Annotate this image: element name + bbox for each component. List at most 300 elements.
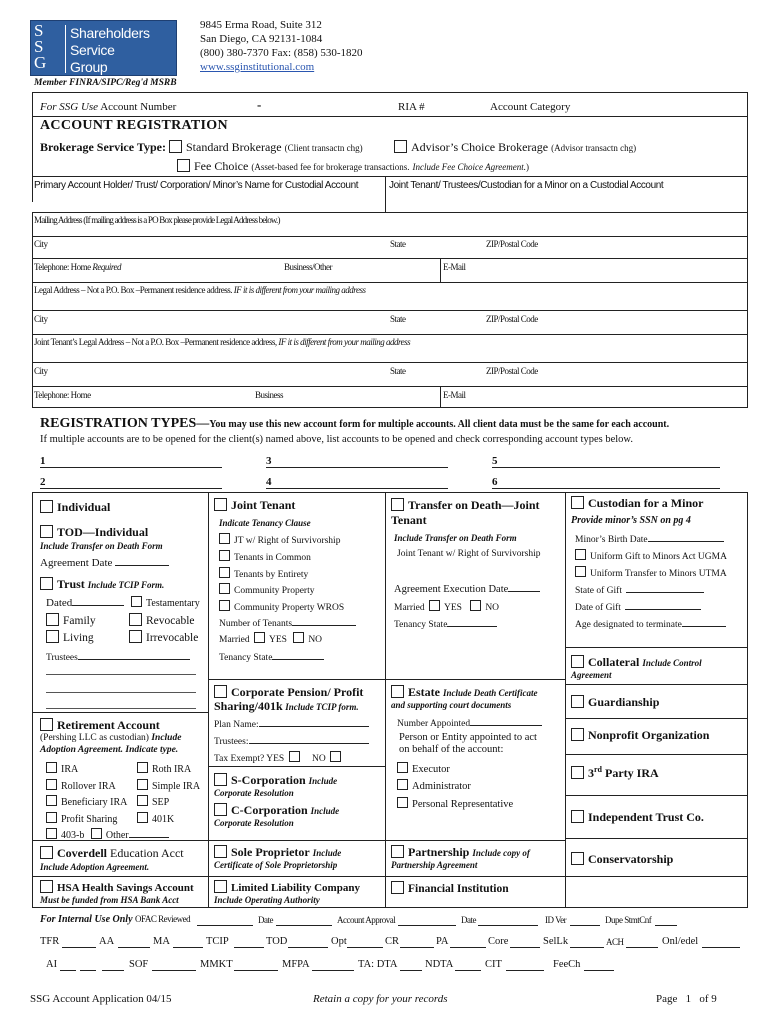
sole-proprietor-label: Sole Proprietor bbox=[231, 845, 310, 859]
conservatorship-checkbox[interactable] bbox=[571, 852, 584, 865]
independent-trust-checkbox[interactable] bbox=[571, 810, 584, 823]
401k-option bbox=[137, 812, 174, 825]
plan-name-field[interactable] bbox=[259, 717, 369, 727]
nonprofit-label: Nonprofit Organization bbox=[588, 728, 710, 742]
tod-joint-label-2: Tenant bbox=[391, 513, 427, 527]
code-label: MMKT bbox=[200, 959, 233, 970]
trustees-line[interactable] bbox=[46, 708, 196, 709]
page-number: Page 1 of 9 bbox=[656, 993, 717, 1005]
collateral-note: Agreement bbox=[571, 670, 612, 680]
sole-proprietor-note: Certificate of Sole Proprietorship bbox=[214, 860, 338, 870]
code-label: TCIP bbox=[206, 936, 229, 947]
number-appointed-field[interactable] bbox=[470, 716, 542, 726]
roth-ira-label: Roth IRA bbox=[152, 764, 192, 775]
independent-trust-label: Independent Trust Co. bbox=[588, 810, 704, 824]
code-field[interactable] bbox=[173, 947, 203, 948]
code-field[interactable] bbox=[450, 947, 486, 948]
rollover-ira-option bbox=[46, 779, 116, 792]
rollover-ira-label: Rollover IRA bbox=[61, 781, 116, 792]
telephone-home-row bbox=[34, 262, 121, 272]
simple-ira-label: Simple IRA bbox=[152, 781, 201, 792]
financial-institution-label: Financial Institution bbox=[408, 883, 509, 895]
divider bbox=[565, 838, 747, 839]
address-line: San Diego, CA 92131-1084 bbox=[200, 33, 323, 45]
city-label: City bbox=[34, 239, 48, 249]
logo-name bbox=[70, 25, 150, 76]
code-label: SOF bbox=[129, 959, 149, 970]
irrevocable-label: Irrevocable bbox=[146, 632, 199, 644]
trustees-label: Trustees bbox=[46, 653, 78, 663]
joint-legal-address-row bbox=[34, 337, 410, 347]
living-option bbox=[46, 630, 94, 644]
agreement-date-label: Agreement Date bbox=[40, 557, 113, 569]
code-label: Opt bbox=[331, 936, 347, 947]
divider bbox=[208, 492, 209, 907]
tenants-common-option bbox=[219, 550, 311, 563]
registration-types-header bbox=[40, 415, 669, 432]
community-wros-checkbox[interactable] bbox=[219, 600, 230, 611]
code-field[interactable] bbox=[288, 947, 328, 948]
code-field[interactable] bbox=[400, 970, 422, 971]
joint-tenant-checkbox[interactable] bbox=[214, 498, 227, 511]
divider bbox=[747, 92, 748, 407]
advisor-choice-row bbox=[394, 140, 636, 155]
logo-word: Shareholders bbox=[70, 25, 150, 41]
code-field[interactable] bbox=[702, 947, 740, 948]
ira-label: IRA bbox=[61, 764, 79, 775]
hsa-label: HSA Health Savings Account bbox=[57, 882, 194, 894]
sole-proprietor-include: Include bbox=[312, 848, 342, 858]
divider bbox=[32, 407, 748, 408]
divider bbox=[208, 766, 385, 767]
divider bbox=[385, 176, 386, 212]
retirement-note-include: Include bbox=[151, 733, 182, 743]
code-field[interactable] bbox=[234, 970, 278, 971]
personal-rep-option bbox=[397, 797, 513, 810]
tenants-common-checkbox[interactable] bbox=[219, 550, 230, 561]
s-corp-include: Include bbox=[308, 776, 338, 786]
internal-use-title: For Internal Use Only bbox=[40, 914, 133, 925]
married-label: Married bbox=[219, 635, 250, 645]
divider bbox=[32, 492, 748, 493]
tenants-entirety-checkbox[interactable] bbox=[219, 567, 230, 578]
state-label: State bbox=[390, 239, 406, 249]
independent-trust-option bbox=[571, 810, 704, 825]
testamentary-checkbox[interactable] bbox=[131, 596, 142, 607]
sole-proprietor-checkbox[interactable] bbox=[214, 845, 227, 858]
code-label: AA bbox=[99, 936, 115, 947]
utma-label: Uniform Transfer to Minors UTMA bbox=[590, 569, 727, 579]
partnership-checkbox[interactable] bbox=[391, 845, 404, 858]
standard-brokerage-checkbox[interactable] bbox=[169, 140, 182, 153]
corp-pension-row-2 bbox=[214, 699, 359, 714]
s-corp-label: S-Corporation bbox=[231, 773, 306, 787]
roth-ira-option bbox=[137, 762, 191, 775]
trustees-field[interactable] bbox=[249, 734, 369, 744]
title-dash: — bbox=[196, 415, 210, 430]
family-label: Family bbox=[63, 615, 96, 627]
code-field[interactable] bbox=[506, 970, 544, 971]
retirement-checkbox[interactable] bbox=[40, 718, 53, 731]
partnership-include: Include copy of bbox=[472, 848, 530, 858]
married-yes-checkbox[interactable] bbox=[254, 632, 265, 643]
c-corp-include: Include bbox=[310, 806, 340, 816]
yes-label: YES bbox=[268, 635, 287, 645]
advisor-choice-label: Advisor’s Choice Brokerage bbox=[411, 140, 549, 154]
third-party-ira-checkbox[interactable] bbox=[571, 766, 584, 779]
utma-checkbox[interactable] bbox=[575, 566, 586, 577]
telephone-home-label: Telephone: Home bbox=[34, 262, 91, 272]
living-checkbox[interactable] bbox=[46, 630, 59, 643]
coverdell-option bbox=[40, 846, 184, 861]
code-label: Core bbox=[488, 936, 509, 947]
city-label: City bbox=[34, 366, 48, 376]
trustees-line[interactable] bbox=[46, 692, 196, 693]
code-field[interactable] bbox=[80, 970, 96, 971]
fee-choice-label: Fee Choice bbox=[194, 159, 249, 173]
trustees-row bbox=[214, 734, 369, 747]
zip-label: ZIP/Postal Code bbox=[486, 366, 538, 376]
estate-note: and supporting court documents bbox=[391, 700, 512, 710]
estate-option bbox=[391, 685, 538, 700]
revocable-label: Revocable bbox=[146, 615, 195, 627]
plan-name-label: Plan Name: bbox=[214, 720, 259, 730]
c-corp-checkbox[interactable] bbox=[214, 803, 227, 816]
retirement-note-adoption: Adoption Agreement. Indicate type. bbox=[40, 745, 179, 755]
number-tenants-row bbox=[219, 616, 356, 629]
retirement-note bbox=[40, 733, 181, 743]
individual-checkbox[interactable] bbox=[40, 500, 53, 513]
trust-label: Trust bbox=[57, 577, 85, 591]
tenancy-state-field[interactable] bbox=[272, 650, 324, 660]
no-label: NO bbox=[311, 754, 326, 764]
for-ssg-use bbox=[40, 101, 176, 113]
code-field[interactable] bbox=[584, 970, 614, 971]
llc-checkbox[interactable] bbox=[214, 880, 227, 893]
legal-address-row bbox=[34, 285, 365, 295]
date-field-2[interactable] bbox=[478, 925, 538, 926]
administrator-checkbox[interactable] bbox=[397, 779, 408, 790]
trust-option bbox=[40, 577, 164, 592]
irrevocable-checkbox[interactable] bbox=[129, 630, 142, 643]
beneficiary-ira-label: Beneficiary IRA bbox=[61, 797, 128, 808]
divider bbox=[32, 310, 748, 311]
divider bbox=[385, 492, 386, 907]
c-corp-option bbox=[214, 803, 339, 818]
date-gift-row bbox=[575, 600, 701, 613]
divider bbox=[32, 116, 748, 117]
s-corp-option bbox=[214, 773, 337, 788]
code-field[interactable] bbox=[118, 947, 150, 948]
divider bbox=[32, 212, 33, 407]
date-gift-field[interactable] bbox=[625, 600, 701, 610]
account-number-dash: - bbox=[257, 97, 262, 112]
ugma-checkbox[interactable] bbox=[575, 549, 586, 560]
mailing-address-label: Mailing Address (If mailing address is a PO Box please provide Legal Address below.) bbox=[34, 215, 280, 225]
collateral-checkbox[interactable] bbox=[571, 655, 584, 668]
number-tenants-field[interactable] bbox=[292, 616, 356, 626]
divider bbox=[747, 492, 748, 907]
age-terminate-field[interactable] bbox=[682, 617, 726, 627]
corp-pension-label-2: Sharing/401k bbox=[214, 699, 283, 713]
account-line-4[interactable] bbox=[266, 488, 448, 489]
code-field[interactable] bbox=[312, 970, 354, 971]
coverdell-label: Coverdell bbox=[57, 846, 107, 860]
fee-choice-note-end: ) bbox=[525, 162, 529, 172]
dated-label: Dated bbox=[46, 597, 73, 609]
agreement-date-row bbox=[40, 556, 169, 569]
retirement-option bbox=[40, 718, 160, 733]
account-approval-field[interactable] bbox=[398, 925, 456, 926]
agreement-execution-field[interactable] bbox=[508, 582, 540, 592]
ira-checkbox[interactable] bbox=[46, 762, 57, 773]
sep-checkbox[interactable] bbox=[137, 795, 148, 806]
tenants-common-label: Tenants in Common bbox=[234, 553, 311, 563]
code-field[interactable] bbox=[62, 947, 96, 948]
business-other-label: Business/Other bbox=[284, 262, 332, 272]
guardianship-checkbox[interactable] bbox=[571, 695, 584, 708]
code-field[interactable] bbox=[152, 970, 196, 971]
account-line-number: 3 bbox=[266, 455, 272, 467]
custodian-note: Provide minor’s SSN on pg 4 bbox=[571, 515, 691, 526]
account-line-1[interactable] bbox=[40, 467, 222, 468]
code-field[interactable] bbox=[347, 947, 383, 948]
plan-name-row bbox=[214, 717, 369, 730]
nonprofit-option bbox=[571, 728, 709, 743]
tod-married-yes-checkbox[interactable] bbox=[429, 600, 440, 611]
sep-option bbox=[137, 795, 169, 808]
conservatorship-option bbox=[571, 852, 673, 867]
dupe-label: Dupe StmtCnf bbox=[605, 915, 652, 925]
401k-checkbox[interactable] bbox=[137, 812, 148, 823]
phone-line: (800) 380-7370 Fax: (858) 530-1820 bbox=[200, 47, 363, 59]
telephone-home-label: Telephone: Home bbox=[34, 390, 91, 400]
custodian-checkbox[interactable] bbox=[571, 496, 584, 509]
coverdell-checkbox[interactable] bbox=[40, 846, 53, 859]
personal-rep-label: Personal Representative bbox=[412, 799, 514, 810]
ssg-logo bbox=[30, 20, 177, 76]
divider bbox=[565, 718, 747, 719]
financial-institution-checkbox[interactable] bbox=[391, 881, 404, 894]
tenancy-state-label: Tenancy State bbox=[219, 653, 273, 663]
advisor-choice-checkbox[interactable] bbox=[394, 140, 407, 153]
tod-individual-checkbox[interactable] bbox=[40, 525, 53, 538]
code-label: MFPA bbox=[282, 959, 310, 970]
revocable-checkbox[interactable] bbox=[129, 613, 142, 626]
testamentary-option bbox=[131, 596, 200, 609]
403b-checkbox[interactable] bbox=[46, 828, 57, 839]
joint-tenant-label: Joint Tenant/ Trustees/Custodian for a Minor on a Custodial Account bbox=[389, 180, 664, 191]
beneficiary-ira-checkbox[interactable] bbox=[46, 795, 57, 806]
date-field[interactable] bbox=[276, 925, 332, 926]
account-line-2[interactable] bbox=[40, 488, 222, 489]
divider bbox=[32, 92, 748, 93]
minor-birth-field[interactable] bbox=[648, 532, 724, 542]
custodian-label: Custodian for a Minor bbox=[588, 496, 704, 510]
tod-tenancy-state-field[interactable] bbox=[447, 617, 497, 627]
code-field[interactable] bbox=[455, 970, 481, 971]
divider bbox=[565, 795, 747, 796]
collateral-option bbox=[571, 655, 702, 670]
jt-survivorship-option bbox=[219, 533, 340, 546]
no-label: NO bbox=[308, 635, 323, 645]
divider bbox=[565, 647, 747, 648]
logo-word: Group bbox=[70, 59, 108, 75]
coverdell-note: Include Adoption Agreement. bbox=[40, 862, 150, 872]
account-line-3[interactable] bbox=[266, 467, 448, 468]
tax-exempt-no-checkbox[interactable] bbox=[330, 751, 341, 762]
individual-label: Individual bbox=[57, 500, 111, 514]
account-line-6[interactable] bbox=[492, 488, 720, 489]
registration-types-subtitle: You may use this new account form for multiple accounts. All client data must be the same for each account. bbox=[209, 419, 670, 430]
code-field[interactable] bbox=[234, 947, 264, 948]
joint-legal-address-note: IF it is different from your mailing address bbox=[278, 337, 411, 347]
age-terminate-row bbox=[575, 617, 726, 630]
community-property-option bbox=[219, 583, 315, 596]
website-link[interactable]: www.ssginstitutional.com bbox=[200, 61, 315, 73]
code-label: FeeCh bbox=[553, 959, 581, 970]
profit-sharing-checkbox[interactable] bbox=[46, 812, 57, 823]
code-field[interactable] bbox=[570, 947, 604, 948]
state-gift-row bbox=[575, 583, 704, 596]
code-field[interactable] bbox=[60, 970, 76, 971]
code-field[interactable] bbox=[626, 947, 658, 948]
address-line: 9845 Erma Road, Suite 312 bbox=[200, 19, 322, 31]
code-label: ACH bbox=[606, 937, 624, 947]
hsa-checkbox[interactable] bbox=[40, 880, 53, 893]
other-checkbox[interactable] bbox=[91, 828, 102, 839]
family-checkbox[interactable] bbox=[46, 613, 59, 626]
state-gift-field[interactable] bbox=[626, 583, 704, 593]
corp-pension-option bbox=[214, 685, 363, 700]
logo-letter: S bbox=[34, 37, 44, 56]
code-label: Onl/edel bbox=[662, 936, 699, 947]
code-field[interactable] bbox=[102, 970, 124, 971]
form-version: SSG Account Application 04/15 bbox=[30, 993, 172, 1005]
code-label: CIT bbox=[485, 959, 502, 970]
tod-individual-note: Include Transfer on Death Form bbox=[40, 541, 163, 551]
403b-option bbox=[46, 828, 169, 841]
irrevocable-option bbox=[129, 630, 198, 644]
c-corp-note: Corporate Resolution bbox=[214, 818, 294, 828]
number-tenants-label: Number of Tenants bbox=[219, 619, 293, 629]
simple-ira-checkbox[interactable] bbox=[137, 779, 148, 790]
tenancy-state-label: Tenancy State bbox=[394, 620, 448, 630]
estate-checkbox[interactable] bbox=[391, 685, 404, 698]
retirement-note-text: (Pershing LLC as custodian) bbox=[40, 733, 149, 743]
third-party-superscript: rd bbox=[594, 765, 602, 774]
minor-birth-label: Minor’s Birth Date bbox=[575, 535, 648, 545]
account-registration-title: ACCOUNT REGISTRATION bbox=[40, 118, 228, 133]
state-label: State bbox=[390, 366, 406, 376]
member-line: Member FINRA/SIPC/Reg'd MSRB bbox=[34, 78, 177, 88]
registration-types-instruction: If multiple accounts are to be opened for the client(s) named above, list accounts to be opened and check corresponding account types below. bbox=[40, 434, 633, 445]
roth-ira-checkbox[interactable] bbox=[137, 762, 148, 773]
account-line-5[interactable] bbox=[492, 467, 720, 468]
nonprofit-checkbox[interactable] bbox=[571, 728, 584, 741]
agreement-execution-row bbox=[394, 582, 540, 595]
logo-divider bbox=[65, 25, 66, 73]
zip-label: ZIP/Postal Code bbox=[486, 314, 538, 324]
llc-label: Limited Liability Company bbox=[231, 882, 360, 894]
fee-choice-note: (Asset-based fee for brokerage transactions. bbox=[251, 162, 410, 172]
married-row bbox=[219, 632, 322, 645]
required-label: Required bbox=[92, 262, 122, 272]
tod-joint-checkbox[interactable] bbox=[391, 498, 404, 511]
community-wros-option bbox=[219, 600, 344, 613]
date-label: Date bbox=[258, 915, 273, 925]
executor-checkbox[interactable] bbox=[397, 762, 408, 773]
guardianship-option bbox=[571, 695, 659, 710]
fee-choice-row bbox=[177, 159, 529, 174]
fee-choice-checkbox[interactable] bbox=[177, 159, 190, 172]
collateral-label: Collateral bbox=[588, 655, 640, 669]
married-no-checkbox[interactable] bbox=[293, 632, 304, 643]
tod-joint-label: Transfer on Death—Joint bbox=[408, 498, 540, 512]
jt-survivorship-checkbox[interactable] bbox=[219, 533, 230, 544]
trustees-line[interactable] bbox=[46, 674, 196, 675]
third-party-number: 3 bbox=[588, 766, 594, 780]
trustees-label: Trustees: bbox=[214, 737, 249, 747]
code-field[interactable] bbox=[510, 947, 540, 948]
corp-pension-note: Include TCIP form. bbox=[285, 702, 359, 712]
divider bbox=[565, 684, 747, 685]
401k-label: 401K bbox=[152, 814, 175, 825]
tax-exempt-yes-checkbox[interactable] bbox=[289, 751, 300, 762]
code-field[interactable] bbox=[400, 947, 434, 948]
account-approval-label: Account Approval bbox=[337, 915, 396, 925]
community-property-checkbox[interactable] bbox=[219, 583, 230, 594]
personal-rep-checkbox[interactable] bbox=[397, 797, 408, 808]
internal-codes-row-2 bbox=[40, 959, 760, 973]
business-label: Business bbox=[255, 390, 284, 400]
divider bbox=[440, 386, 441, 407]
rollover-ira-checkbox[interactable] bbox=[46, 779, 57, 790]
corp-pension-checkbox[interactable] bbox=[214, 685, 227, 698]
ofac-field[interactable] bbox=[197, 925, 253, 926]
primary-holder-label: Primary Account Holder/ Trust/ Corporation/ Minor’s Name for Custodial Account bbox=[34, 180, 359, 191]
administrator-label: Administrator bbox=[412, 781, 471, 792]
ofac-label: OFAC Reviewed bbox=[135, 914, 191, 924]
id-ver-field[interactable] bbox=[570, 925, 600, 926]
dated-row bbox=[46, 596, 124, 609]
agreement-date-field[interactable] bbox=[115, 556, 169, 566]
retirement-label: Retirement Account bbox=[57, 718, 160, 732]
trustees-field[interactable] bbox=[78, 650, 190, 660]
utma-option bbox=[575, 566, 727, 579]
dupe-field[interactable] bbox=[655, 925, 677, 926]
number-appointed-row bbox=[397, 716, 542, 729]
yes-label: YES bbox=[443, 603, 462, 613]
internal-use-row bbox=[40, 914, 190, 925]
tod-married-no-checkbox[interactable] bbox=[470, 600, 481, 611]
executor-option bbox=[397, 762, 450, 775]
retain-note: Retain a copy for your records bbox=[313, 993, 448, 1005]
other-field[interactable] bbox=[129, 828, 169, 838]
guardianship-label: Guardianship bbox=[588, 695, 660, 709]
divider bbox=[208, 679, 565, 680]
divider bbox=[440, 258, 441, 282]
dated-field[interactable] bbox=[72, 596, 124, 606]
s-corp-note: Corporate Resolution bbox=[214, 788, 294, 798]
trust-checkbox[interactable] bbox=[40, 577, 53, 590]
registration-types-title: REGISTRATION TYPES bbox=[40, 416, 197, 431]
tod-joint-option bbox=[391, 498, 540, 513]
s-corp-checkbox[interactable] bbox=[214, 773, 227, 786]
community-property-label: Community Property bbox=[234, 586, 315, 596]
ira-option bbox=[46, 762, 78, 775]
tax-exempt-row bbox=[214, 751, 345, 764]
